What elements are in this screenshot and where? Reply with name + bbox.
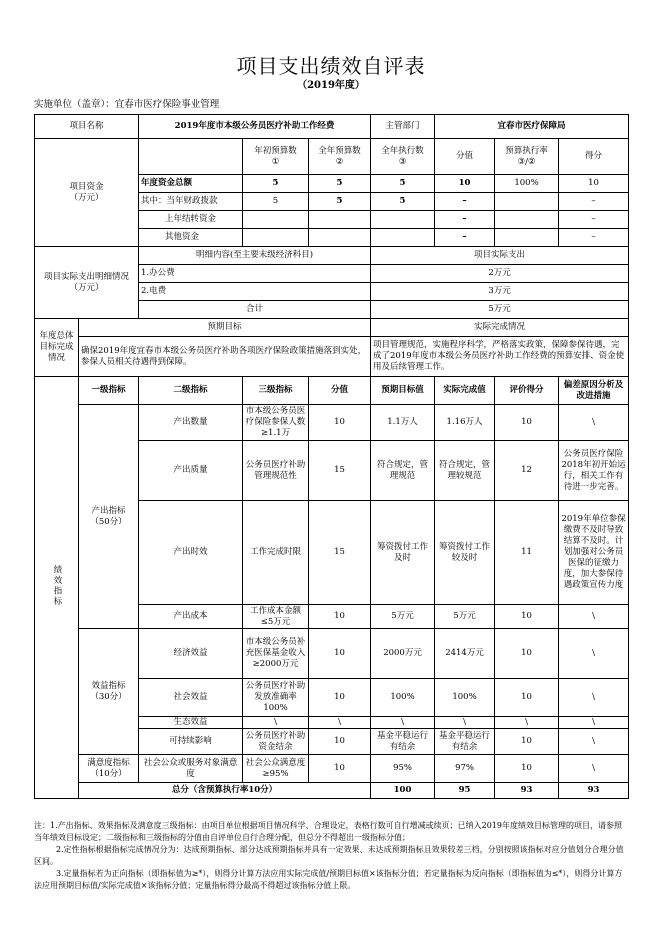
funds-row-score: – <box>435 193 495 211</box>
details-total-label: 合计 <box>139 301 371 319</box>
details-label: 项目实际支出明细情况 （万元） <box>35 247 139 319</box>
l3: 公务员医疗补助资金结余 <box>243 729 309 755</box>
funds-row-got: – <box>559 229 629 247</box>
score: 10 <box>309 605 371 629</box>
funds-row-rate <box>495 211 559 229</box>
project-name-label: 项目名称 <box>35 115 139 139</box>
total-label: 总分（含预算执行率10分） <box>79 783 371 799</box>
project-name: 2019年度市本级公务员医疗补助工作经费 <box>139 115 371 139</box>
l3: 公务员医疗补助发放准确率100% <box>243 679 309 717</box>
target: \ <box>371 717 435 729</box>
actual: 基金平稳运行有结余 <box>435 729 495 755</box>
funds-row-initial: 5 <box>243 193 309 211</box>
reason: \ <box>559 729 629 755</box>
note-1: 注：1.产出指标、效果指标及满意度三级指标：由项目单位根据项目情况科学、合理设定，表格行数可自行增减或续页；已纳入2019年度绩效目标管理的项目，请参照当年绩效目标设定；二级指标和三级指标的分值由自评单位自行合理分配，但总分不得超出一级指标分值； <box>34 821 622 842</box>
page-title: 项目支出绩效自评表 <box>236 54 426 78</box>
actual: 符合规定，管理较规范 <box>435 441 495 501</box>
perf-h7: 评价得分 <box>495 377 559 405</box>
actual: 2414万元 <box>435 629 495 679</box>
l2: 生态效益 <box>139 717 243 729</box>
got: 10 <box>495 729 559 755</box>
actual: 100% <box>435 679 495 717</box>
actual: 筹资拨付工作较及时 <box>435 501 495 605</box>
perf-h2: 二级指标 <box>139 377 243 405</box>
funds-row-exec <box>371 229 435 247</box>
funds-row-full: 5 <box>309 193 371 211</box>
perf-label: 绩效指标 <box>35 377 79 799</box>
l2: 产出时效 <box>139 501 243 605</box>
col-exec: 全年执行数 ③ <box>371 139 435 175</box>
reason: \ <box>559 679 629 717</box>
l3: 市本级公务员医疗保险参保人数≥1.1万 <box>243 405 309 441</box>
got: 10 <box>495 605 559 629</box>
l2: 可持续影响 <box>139 729 243 755</box>
actual: 1.16万人 <box>435 405 495 441</box>
reason: \ <box>559 755 629 783</box>
reason: \ <box>559 405 629 441</box>
funds-row-score: – <box>435 229 495 247</box>
got: 10 <box>495 629 559 679</box>
reason: \ <box>559 605 629 629</box>
reason: \ <box>559 717 629 729</box>
got: 10 <box>495 405 559 441</box>
details-col-item: 明细内容(至主要末级经济科目) <box>139 247 371 265</box>
score: 10 <box>309 729 371 755</box>
funds-row-initial <box>243 211 309 229</box>
total-got: 93 <box>559 783 629 799</box>
funds-row-initial <box>243 229 309 247</box>
dept-label: 主管部门 <box>371 115 435 139</box>
reason: 2019年单位参保缴费不及时导致结算不及时。计划加强对公务员医保的征缴力度，加大参保待遇政策宣传力度 <box>559 501 629 605</box>
funds-row-score: – <box>435 211 495 229</box>
l2: 产出数量 <box>139 405 243 441</box>
actual: 5万元 <box>435 605 495 629</box>
goals-target: 确保2019年度宜春市本级公务员医疗补助各项医疗保险政策措施落到实处，参保人员相关待遇得到保障。 <box>79 337 371 377</box>
funds-label: 项目资金 （万元） <box>35 139 139 247</box>
l3: 公务员医疗补助管理规范性 <box>243 441 309 501</box>
perf-h6: 实际完成值 <box>435 377 495 405</box>
l3: 工作完成时限 <box>243 501 309 605</box>
notes <box>34 820 628 892</box>
got: 10 <box>495 679 559 717</box>
goals-col-actual: 实际完成情况 <box>371 319 629 337</box>
perf-h8: 偏差原因分析及改进措施 <box>559 377 629 405</box>
l2: 社会效益 <box>139 679 243 717</box>
score: 10 <box>309 405 371 441</box>
l3: 社会公众满意度≥95% <box>243 755 309 783</box>
score: 15 <box>309 501 371 605</box>
actual: 97% <box>435 755 495 783</box>
got: 11 <box>495 501 559 605</box>
page-subtitle: （2019年度） <box>297 80 365 91</box>
evaluation-table <box>34 114 629 799</box>
l2: 社会公众或服务对象满意度 <box>139 755 243 783</box>
funds-row-name: 其中：当年财政拨款 <box>139 193 243 211</box>
l3: 工作成本金额≤5万元 <box>243 605 309 629</box>
details-total: 5万元 <box>371 301 629 319</box>
target: 100% <box>371 679 435 717</box>
score: \ <box>309 717 371 729</box>
reason: 公务员医疗保险2018年初开始运行，相关工作有待进一步完善。 <box>559 441 629 501</box>
output-label: 产出指标 （50分） <box>79 405 139 629</box>
target: 1.1万人 <box>371 405 435 441</box>
funds-row-exec: 5 <box>371 193 435 211</box>
l2: 经济效益 <box>139 629 243 679</box>
perf-h4: 分值 <box>309 377 371 405</box>
funds-row-exec <box>371 211 435 229</box>
total-score: 100 <box>371 783 435 799</box>
funds-row-name: 年度资金总额 <box>139 175 243 193</box>
l2: 产出质量 <box>139 441 243 501</box>
target: 5万元 <box>371 605 435 629</box>
funds-row-rate <box>495 193 559 211</box>
goals-label: 年度总体目标完成情况 <box>35 319 79 377</box>
col-rate: 预算执行率 ③/② <box>495 139 559 175</box>
got: 10 <box>495 755 559 783</box>
funds-row-got: – <box>559 211 629 229</box>
implementing-unit: 实施单位（盖章）：宜春市医疗保险事业管理 <box>34 99 220 110</box>
perf-h3: 三级指标 <box>243 377 309 405</box>
funds-row-name: 上年结转资金 <box>139 211 243 229</box>
reason: \ <box>559 629 629 679</box>
satisfaction-label: 满意度指标 （10分） <box>79 755 139 783</box>
col-initial: 年初预算数 ① <box>243 139 309 175</box>
got: 12 <box>495 441 559 501</box>
col-full: 全年预算数 ② <box>309 139 371 175</box>
score: 10 <box>309 629 371 679</box>
funds-row-initial: 5 <box>243 175 309 193</box>
perf-h5: 预期目标值 <box>371 377 435 405</box>
funds-row-rate: 100% <box>495 175 559 193</box>
funds-row-full <box>309 211 371 229</box>
target: 2000万元 <box>371 629 435 679</box>
goals-actual: 项目管理规范，实施程序科学，严格落实政策，保障参保待遇，完成了2019年度市本级公务员医疗补助工作经费的预算安排、资金使用及后续管理工作。 <box>371 337 629 377</box>
funds-row-full: 5 <box>309 175 371 193</box>
funds-row-got: – <box>559 193 629 211</box>
funds-row-exec: 5 <box>371 175 435 193</box>
target: 筹资拨付工作及时 <box>371 501 435 605</box>
funds-row-rate <box>495 229 559 247</box>
funds-blank-header <box>139 139 243 175</box>
col-score: 分值 <box>435 139 495 175</box>
actual: \ <box>435 717 495 729</box>
col-got: 得分 <box>559 139 629 175</box>
target: 基金平稳运行有结余 <box>371 729 435 755</box>
score: 10 <box>309 679 371 717</box>
funds-row-score: 10 <box>435 175 495 193</box>
score: 10 <box>309 755 371 783</box>
l2: 产出成本 <box>139 605 243 629</box>
perf-h1: 一级指标 <box>79 377 139 405</box>
target: 符合规定，管理规范 <box>371 441 435 501</box>
note-2: 2.定性指标根据指标完成情况分为：达成预期指标、部分达成预期指标并具有一定效果、未达成预期指标且效果较差三档，分别按照该指标对应分值划分合理分值区间。 <box>34 845 624 866</box>
target: 95% <box>371 755 435 783</box>
l3: 市本级公务员补充医保基金收入≥2000万元 <box>243 629 309 679</box>
l3: \ <box>243 717 309 729</box>
total-actual: 93 <box>495 783 559 799</box>
funds-row-got: 10 <box>559 175 629 193</box>
details-item: 1.办公费 <box>139 265 371 283</box>
funds-row-full <box>309 229 371 247</box>
details-amount: 2万元 <box>371 265 629 283</box>
details-amount: 3万元 <box>371 283 629 301</box>
note-3: 3.定量指标若为正向指标（即指标值为≥*），则得分计算方法应用实际完成值/预期目标值×该指标分值；若定量指标为反向指标（即指标值为≤*），则得分计算方法应用预期目标值/实际完成值×该指标分值；定量指标得分最高不得超过该指标分值上限。 <box>34 869 623 890</box>
details-item: 2.电费 <box>139 283 371 301</box>
details-col-amount: 项目实际支出 <box>371 247 629 265</box>
benefit-label: 效益指标 （30分） <box>79 629 139 755</box>
got: \ <box>495 717 559 729</box>
goals-col-target: 预期目标 <box>79 319 371 337</box>
score: 15 <box>309 441 371 501</box>
total-target: 95 <box>435 783 495 799</box>
dept-name: 宜春市医疗保障局 <box>435 115 629 139</box>
funds-row-name: 其他资金 <box>139 229 243 247</box>
